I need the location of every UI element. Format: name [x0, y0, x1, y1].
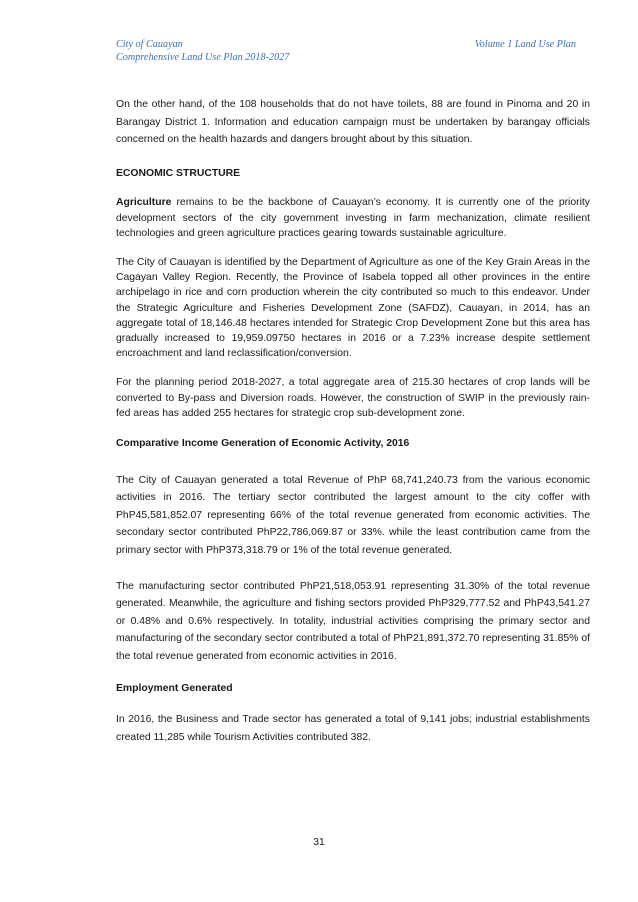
header-city: City of Cauayan: [116, 39, 183, 50]
page-number: 31: [313, 837, 325, 848]
heading-income-generation: Comparative Income Generation of Economic Activity, 2016: [116, 438, 410, 450]
agriculture-text: remains to be the backbone of Cauayan’s economy. It is currently one of the priority development sectors of the city government investing in farm mechanization, climate resilient technologies and green agriculture practices gearing towards sustainable agriculture.: [116, 197, 590, 239]
paragraph-employment: In 2016, the Business and Trade sector has generated a total of 9,141 jobs; industrial establishments created 11,285 while Tourism Activities contributed 382.: [116, 714, 590, 743]
heading-employment: Employment Generated: [116, 682, 233, 694]
paragraph-total-revenue: The City of Cauayan generated a total Revenue of PhP 68,741,240.73 from the various economic activities in 2016. The tertiary sector contributed the largest amount to the city coffer with PhP45,581,852.07 representing 66% of the total revenue generated from economic activities. The secondary sector contributed PhP22,786,069.87 or 33%. while the least contribution came from the primary sector with PhP373,318.79 or 1% of the total revenue generated.: [116, 474, 590, 556]
paragraph-key-grain-areas: The City of Cauayan is identified by the Department of Agriculture as one of the Key Grain Areas in the Cagayan Valley Region. Recently, the Province of Isabela topped all other provinces in the entire archipelago in rice and corn production wherein the city contributed so much to this endeavor. Under the Strategic Agriculture and Fisheries Development Zone (SAFDZ), Cauayan, in 2014, has an aggregate total of 18,146.48 hectares intended for Strategic Crop Development Zone but this area has gradually increased to 19,959.09750 hectares in 2016 or a 7.23% increase despite settlement encroachment and land reclassification/conversion.: [116, 256, 590, 360]
paragraph-agriculture: [116, 195, 590, 241]
agriculture-term: Agriculture: [116, 197, 172, 209]
header-plan-title: Comprehensive Land Use Plan 2018-2027: [116, 52, 290, 63]
paragraph-toilets: On the other hand, of the 108 households that do not have toilets, 88 are found in Pinoma and 20 in Barangay District 1. Information and education campaign must be undertaken by barangay officials concerned on the health hazards and dangers brought about by this situation.: [116, 99, 590, 146]
header-volume: Volume 1 Land Use Plan: [474, 39, 576, 50]
heading-economic-structure: ECONOMIC STRUCTURE: [116, 167, 241, 179]
paragraph-planning-period: For the planning period 2018-2027, a total aggregate area of 215.30 hectares of crop lands will be converted to By-pass and Diversion roads. However, the construction of SWIP in the previously rain-fed areas has added 255 hectares for strategic crop sub-development zone.: [116, 377, 590, 419]
paragraph-manufacturing: The manufacturing sector contributed PhP21,518,053.91 representing 31.30% of the total revenue generated. Meanwhile, the agriculture and fishing sectors provided PhP329,777.52 and PhP43,541.27 or 0.48% and 0.6% respectively. In totality, industrial activities comprising the primary sector and manufacturing of the secondary sector contributed a total of PhP21,891,372.70 representing 31.85% of the total revenue generated from economic activities in 2016.: [116, 580, 590, 662]
document-body: [116, 96, 590, 746]
page-header: [116, 38, 576, 64]
